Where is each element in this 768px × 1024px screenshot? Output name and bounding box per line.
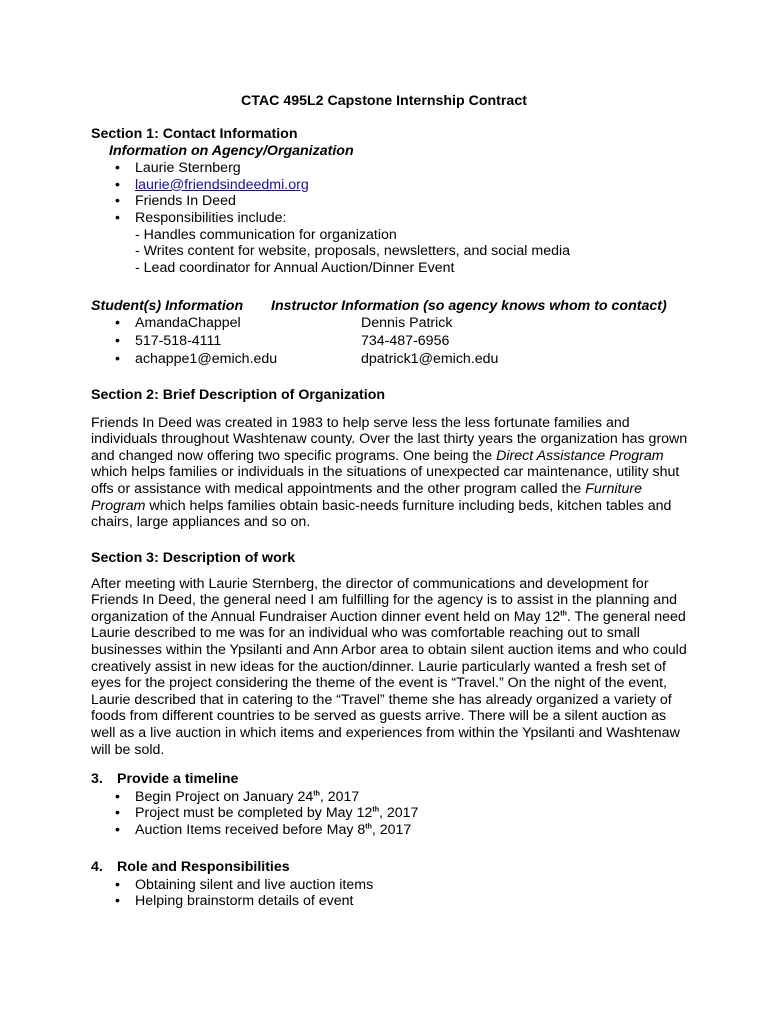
superscript: th: [560, 610, 567, 618]
program-name: Furniture Program: [91, 480, 642, 514]
text-run: After meeting with Laurie Sternberg, the director of communications and development for Friends In Deed, the general need I am fulfilling for the agency is to assist in the planning and organization of the Annual Fundraiser Auction dinner event held on May 12: [91, 575, 677, 625]
instructor-phone: 734-487-6956: [361, 333, 450, 349]
roles-list: [91, 877, 691, 910]
list-item: • Friends In Deed: [91, 193, 691, 210]
contacts-section: [91, 298, 691, 369]
document-title: CTAC 495L2 Capstone Internship Contract: [241, 93, 527, 109]
text-run: Begin Project on January 24: [135, 788, 314, 805]
student-phone: 517-518-4111: [135, 333, 222, 349]
program-name: Direct Assistance Program: [496, 447, 664, 464]
text-run: Project must be completed by May 12: [135, 805, 373, 822]
text-run: which helps families or individuals in the situations of unexpected car maintenance, utility shut offs or assistance with medical appointments and the other program called the: [91, 464, 680, 497]
list-item: • Laurie Sternberg: [91, 160, 691, 177]
student-email: achappe1@emich.edu: [135, 351, 278, 367]
timeline-section: [91, 771, 691, 838]
organization-description: [91, 415, 691, 531]
list-item: • Obtaining silent and live auction items: [91, 877, 691, 894]
agency-heading: Information on Agency/Organization: [109, 142, 354, 159]
list-item: • Responsibilities include:: [91, 210, 691, 227]
agency-email-link[interactable]: laurie@friendsindeedmi.org: [135, 176, 309, 193]
heading-text: Role and Responsibilities: [117, 859, 290, 875]
section-1-heading: Section 1: Contact Information: [91, 126, 298, 142]
superscript: th: [372, 806, 379, 814]
section-2: [91, 387, 691, 531]
text-run: , 2017: [378, 805, 419, 822]
list-item: [91, 805, 691, 822]
text-run: , 2017: [371, 821, 412, 838]
section-number: 4.: [91, 859, 103, 875]
contact-row: [91, 351, 691, 369]
section-number: 3.: [91, 771, 103, 787]
roles-section: [91, 859, 691, 910]
contact-row: [91, 333, 691, 351]
instructor-name: Dennis Patrick: [361, 315, 453, 331]
work-description: [91, 576, 691, 759]
instructor-email: dpatrick1@emich.edu: [361, 351, 499, 367]
superscript: th: [313, 789, 320, 797]
responsibility-line: - Lead coordinator for Annual Auction/Dinner Event: [135, 259, 455, 276]
timeline-list: [91, 789, 691, 839]
list-item: [91, 789, 691, 806]
section-3: [91, 550, 691, 758]
instructor-heading: Instructor Information (so agency knows whom to contact): [271, 298, 667, 314]
contact-row: [91, 315, 691, 333]
text-run: , 2017: [319, 788, 360, 805]
section-1: [91, 126, 691, 276]
contacts-list: [91, 315, 691, 369]
student-heading: Student(s) Information: [91, 298, 244, 314]
responsibility-line: - Writes content for website, proposals, newsletters, and social media: [135, 243, 571, 260]
text-run: which helps families obtain basic-needs furniture including beds, kitchen tables and chairs, large appliances and so on.: [91, 497, 672, 531]
text-run: Auction Items received before May 8: [135, 821, 366, 838]
list-item[interactable]: [91, 177, 691, 194]
agency-list: [91, 160, 691, 226]
section-2-heading: Section 2: Brief Description of Organization: [91, 387, 386, 403]
section-3-heading: Section 3: Description of work: [91, 550, 296, 566]
heading-text: Provide a timeline: [117, 771, 239, 787]
list-item: [91, 822, 691, 839]
list-item: • Helping brainstorm details of event: [91, 893, 691, 910]
roles-heading: [91, 859, 691, 876]
text-run: . The general need Laurie described to me was for an individual who was comfortable reaching out to small businesses within the Ypsilanti and Ann Arbor area to obtain silent auction items and who could creatively assist in new ideas for the auction/dinner. Laurie particularly wanted a fresh set of eyes for the project considering the theme of the event is “Travel.” On the night of the event, Laurie described that in catering to the “Travel” theme she has already organized a variety of foods from different countries to be served as guests arrive. There will be a silent auction as well as a live auction in which items and experiences from within the Ypsilanti and Washtenaw will be sold.: [91, 608, 687, 758]
timeline-heading: [91, 771, 691, 788]
student-name: AmandaChappel: [135, 315, 241, 331]
superscript: th: [365, 823, 372, 831]
responsibility-line: - Handles communication for organization: [135, 226, 397, 243]
text-run: Friends In Deed was created in 1983 to help serve less the less fortunate families and individuals throughout Washtenaw county. Over the last thirty years the organization has grown and changed now offering two specific programs. One being the: [91, 414, 688, 464]
